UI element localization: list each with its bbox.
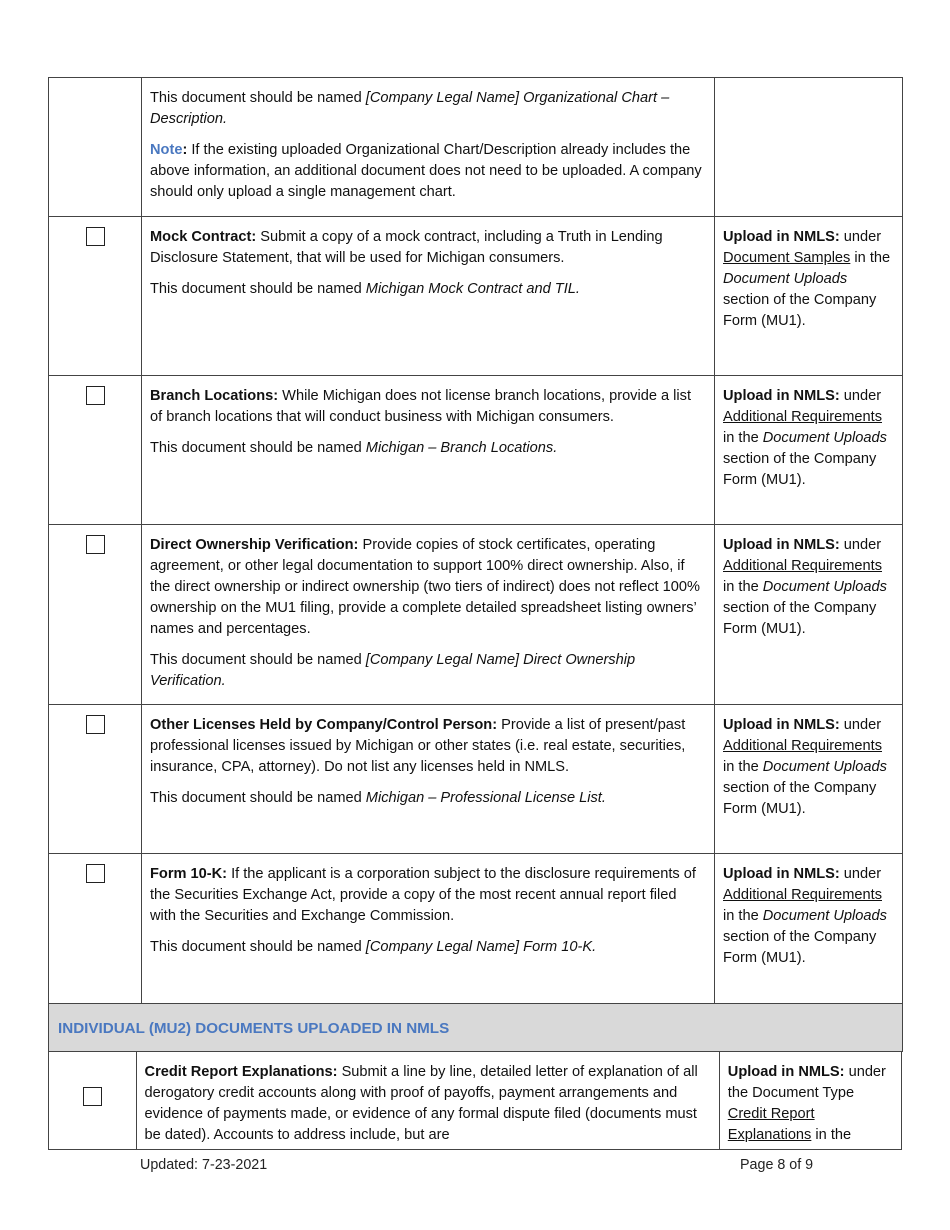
direct-ownership-description: Direct Ownership Verification: Provide copies of stock certificates, operating agreement, or other legal documentation to support 100% direct ownership. Also, if the direct ownership or indirect ownership (two tiers of indirect) does not reflect 100% ownership on the MU1 filing, provide a complete detailed spreadsheet listing owners’ names and percentages. This document should be named [Company Legal Name] Direct Ownership Verification. xyxy=(142,525,715,705)
requirements-table xyxy=(48,77,903,1052)
branch-locations-checkbox[interactable] xyxy=(86,386,105,405)
branch-locations-description: Branch Locations: While Michigan does not license branch locations, provide a list of branch locations that will conduct business with Michigan consumers. This document should be named Michigan – Branch Locations. xyxy=(142,376,715,525)
item-title: Branch Locations: xyxy=(150,388,279,404)
table-row xyxy=(49,1052,902,1149)
check-cell xyxy=(49,217,142,376)
table-row xyxy=(49,525,903,705)
footer-page-number: Page 8 of 9 xyxy=(740,1157,814,1173)
upload-category: Credit Report Explanations xyxy=(727,1106,815,1143)
org-chart-description: This document should be named [Company Legal Name] Organizational Chart – Description. Note: If the existing uploaded Organizational Chart/Description already includes the above information, an additional document does not need to be uploaded. A company should only upload a single management chart. xyxy=(142,78,715,217)
mock-contract-checkbox[interactable] xyxy=(86,227,105,246)
check-cell xyxy=(49,705,142,854)
table-row xyxy=(49,854,903,1004)
item-title: Credit Report Explanations: xyxy=(144,1064,338,1080)
item-title: Other Licenses Held by Company/Control Person: xyxy=(150,717,498,733)
check-cell xyxy=(49,525,142,705)
form-10k-description: Form 10-K: If the applicant is a corporation subject to the disclosure requirements of the Securities Exchange Act, provide a copy of the most recent annual report filed with the Securities and Exchange Commission. This document should be named [Company Legal Name] Form 10-K. xyxy=(142,854,715,1004)
other-licenses-upload-info: Upload in NMLS: under Additional Requirements in the Document Uploads section of the Company Form (MU1). xyxy=(715,705,903,854)
section-header-row xyxy=(49,1004,903,1052)
branch-locations-upload-info: Upload in NMLS: under Additional Requirements in the Document Uploads section of the Company Form (MU1). xyxy=(715,376,903,525)
credit-report-upload-info: Upload in NMLS: under the Document Type Credit Report Explanations in the xyxy=(719,1052,901,1149)
upload-category: Additional Requirements xyxy=(723,738,882,754)
upload-category: Additional Requirements xyxy=(723,409,882,425)
mock-contract-description: Mock Contract: Submit a copy of a mock contract, including a Truth in Lending Disclosure Statement, that will be used for Michigan consumers. This document should be named Michigan Mock Contract and TIL. xyxy=(142,217,715,376)
table-row xyxy=(49,217,903,376)
upload-category: Additional Requirements xyxy=(723,887,882,903)
note-text: If the existing uploaded Organizational Chart/Description already includes the above information, an additional document does not need to be uploaded. A company should only upload a single management chart. xyxy=(150,142,702,200)
document-name: [Company Legal Name] Organizational Chart – Description. xyxy=(150,90,670,127)
document-page xyxy=(48,77,902,1150)
section-header: INDIVIDUAL (MU2) DOCUMENTS UPLOADED IN NMLS xyxy=(49,1004,903,1052)
other-licenses-checkbox[interactable] xyxy=(86,715,105,734)
direct-ownership-upload-info: Upload in NMLS: under Additional Requirements in the Document Uploads section of the Company Form (MU1). xyxy=(715,525,903,705)
document-name: Michigan – Professional License List. xyxy=(365,790,606,806)
empty-upload-cell xyxy=(715,78,903,217)
check-cell xyxy=(49,854,142,1004)
note-label: Note xyxy=(150,142,183,158)
direct-ownership-checkbox[interactable] xyxy=(86,535,105,554)
document-name: Michigan – Branch Locations. xyxy=(365,440,558,456)
other-licenses-description: Other Licenses Held by Company/Control Person: Provide a list of present/past professional licenses issued by Michigan or other states (i.e. real estate, securities, insurance, CPA, attorney). Do not list any licenses held in NMLS. This document should be named Michigan – Professional License List. xyxy=(142,705,715,854)
individual-documents-table xyxy=(48,1052,902,1150)
form-10k-upload-info: Upload in NMLS: under Additional Requirements in the Document Uploads section of the Company Form (MU1). xyxy=(715,854,903,1004)
table-row xyxy=(49,705,903,854)
item-title: Mock Contract: xyxy=(150,229,257,245)
check-cell xyxy=(49,1052,137,1149)
table-row xyxy=(49,376,903,525)
mock-contract-upload-info: Upload in NMLS: under Document Samples in the Document Uploads section of the Company Form (MU1). xyxy=(715,217,903,376)
footer-updated-date: Updated: 7-23-2021 xyxy=(140,1157,268,1173)
document-name: Michigan Mock Contract and TIL. xyxy=(365,281,580,297)
check-cell xyxy=(49,376,142,525)
document-name: [Company Legal Name] Direct Ownership Verification. xyxy=(150,652,636,689)
upload-category: Document Samples xyxy=(723,250,851,266)
credit-report-description: Credit Report Explanations: Submit a line by line, detailed letter of explanation of all derogatory credit accounts along with proof of payoffs, payment arrangements and evidence of payments made, or evidence of any formal dispute filed (documents must be dated). Accounts to address include, but are xyxy=(136,1052,719,1149)
table-row xyxy=(49,78,903,217)
upload-category: Additional Requirements xyxy=(723,558,882,574)
document-name: [Company Legal Name] Form 10-K. xyxy=(365,939,597,955)
form-10k-checkbox[interactable] xyxy=(86,864,105,883)
item-title: Form 10-K: xyxy=(150,866,228,882)
empty-check-cell xyxy=(49,78,142,217)
item-title: Direct Ownership Verification: xyxy=(150,537,359,553)
credit-report-checkbox[interactable] xyxy=(83,1087,102,1106)
